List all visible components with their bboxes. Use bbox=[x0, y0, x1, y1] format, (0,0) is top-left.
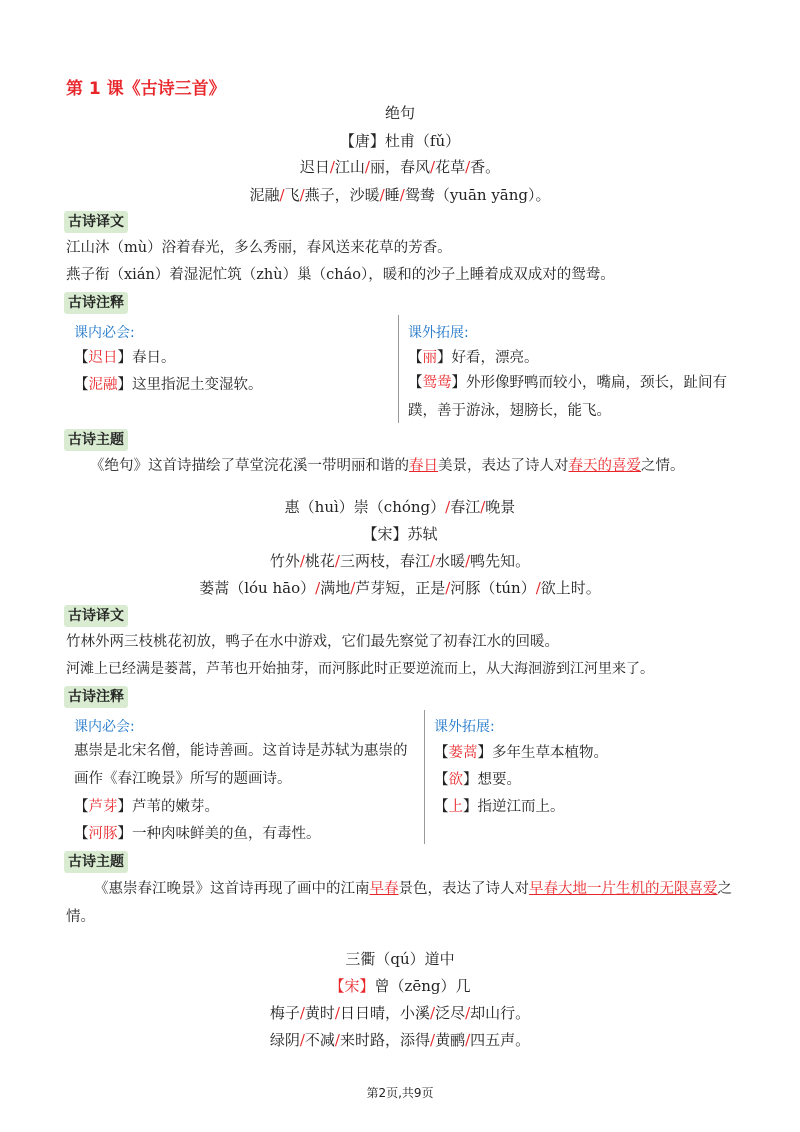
note-item: 【丽】好看，漂亮。 bbox=[408, 350, 539, 366]
column-divider bbox=[398, 315, 399, 423]
column-divider bbox=[424, 710, 425, 844]
poem3-line-1: 梅子/黄时/日日晴，小溪/泛尽/却山行。 bbox=[269, 1004, 531, 1022]
poem2-translation-1: 竹林外两三枝桃花初放，鸭子在水中游戏，它们最先察觉了初春江水的回暖。 bbox=[66, 634, 559, 650]
poem2-line-1: 竹外/桃花/三两枝，春江/水暖/鸭先知。 bbox=[269, 552, 531, 570]
poem1-translation-2: 燕子衔（xián）着湿泥忙筑（zhù）巢（cháo），暖和的沙子上睡着成双成对的鸳鸯。 bbox=[66, 267, 615, 283]
poem1-theme: 《绝句》这首诗描绘了草堂浣花溪一带明丽和谐的春日美景，表达了诗人对春天的喜爱之情。 bbox=[90, 458, 685, 474]
poem3-line-2: 绿阴/不减/来时路，添得/黄鹂/四五声。 bbox=[269, 1031, 531, 1049]
poem2-line-2: 蒌蒿（lóu hāo）/满地/芦芽短，正是/河豚（tún）/欲上时。 bbox=[199, 579, 601, 597]
extended-heading: 课外拓展: bbox=[434, 719, 495, 735]
note-item: 【河豚】一种肉味鲜美的鱼，有毒性。 bbox=[74, 826, 321, 842]
note-item: 【泥融】这里指泥土变湿软。 bbox=[74, 377, 263, 393]
notes-label: 古诗注释 bbox=[64, 292, 128, 314]
notes-label: 古诗注释 bbox=[64, 686, 128, 708]
lesson-title: 第 1 课《古诗三首》 bbox=[66, 79, 226, 99]
poem2-theme: 《惠崇春江晚景》这首诗再现了画中的江南早春景色，表达了诗人对早春大地一片生机的无限喜爱之情。 bbox=[66, 881, 732, 925]
poem2-translation-2: 河滩上已经满是蒌蒿，芦苇也开始抽芽，而河豚此时正要逆流而上，从大海洄游到江河里来了。 bbox=[66, 661, 654, 677]
poem1-author: 【唐】杜甫（fǔ） bbox=[339, 132, 461, 150]
note-item: 【欲】想要。 bbox=[434, 772, 521, 788]
poem3-author: 【宋】曾（zēng）几 bbox=[329, 977, 471, 995]
in-class-heading: 课内必会: bbox=[74, 719, 135, 735]
poem1-line-1: 迟日/江山/丽，春风/花草/香。 bbox=[299, 158, 501, 176]
poem1-line-2: 泥融/飞/燕子，沙暖/睡/鸳鸯（yuān yāng）。 bbox=[249, 186, 551, 204]
note-item: 【芦芽】芦苇的嫩芽。 bbox=[74, 799, 219, 815]
poem1-translation-1: 江山沐（mù）浴着春光，多么秀丽，春风送来花草的芳香。 bbox=[66, 240, 452, 256]
note-item: 【鸳鸯】外形像野鸭而较小，嘴扁，颈长，趾间有蹼，善于游泳，翅膀长，能飞。 bbox=[408, 375, 727, 419]
note-item: 惠崇是北宋名僧，能诗善画。这首诗是苏轼为惠崇的画作《春江晚景》所写的题画诗。 bbox=[74, 743, 408, 787]
poem3-title: 三衢（qú）道中 bbox=[345, 950, 455, 968]
poem1-title: 绝句 bbox=[384, 104, 415, 122]
note-item: 【上】指逆江而上。 bbox=[434, 799, 565, 815]
theme-label: 古诗主题 bbox=[64, 851, 128, 873]
page-number: 第2页,共9页 bbox=[366, 1086, 434, 1100]
theme-label: 古诗主题 bbox=[64, 429, 128, 451]
in-class-heading: 课内必会: bbox=[74, 325, 135, 341]
note-item: 【蒌蒿】多年生草本植物。 bbox=[434, 745, 608, 761]
extended-heading: 课外拓展: bbox=[408, 325, 469, 341]
poem2-title: 惠（huì）崇（chóng）/春江/晚景 bbox=[284, 498, 516, 516]
poem2-author: 【宋】苏轼 bbox=[362, 525, 438, 543]
note-item: 【迟日】春日。 bbox=[74, 350, 176, 366]
translation-label: 古诗译文 bbox=[64, 211, 128, 233]
translation-label: 古诗译文 bbox=[64, 605, 128, 627]
